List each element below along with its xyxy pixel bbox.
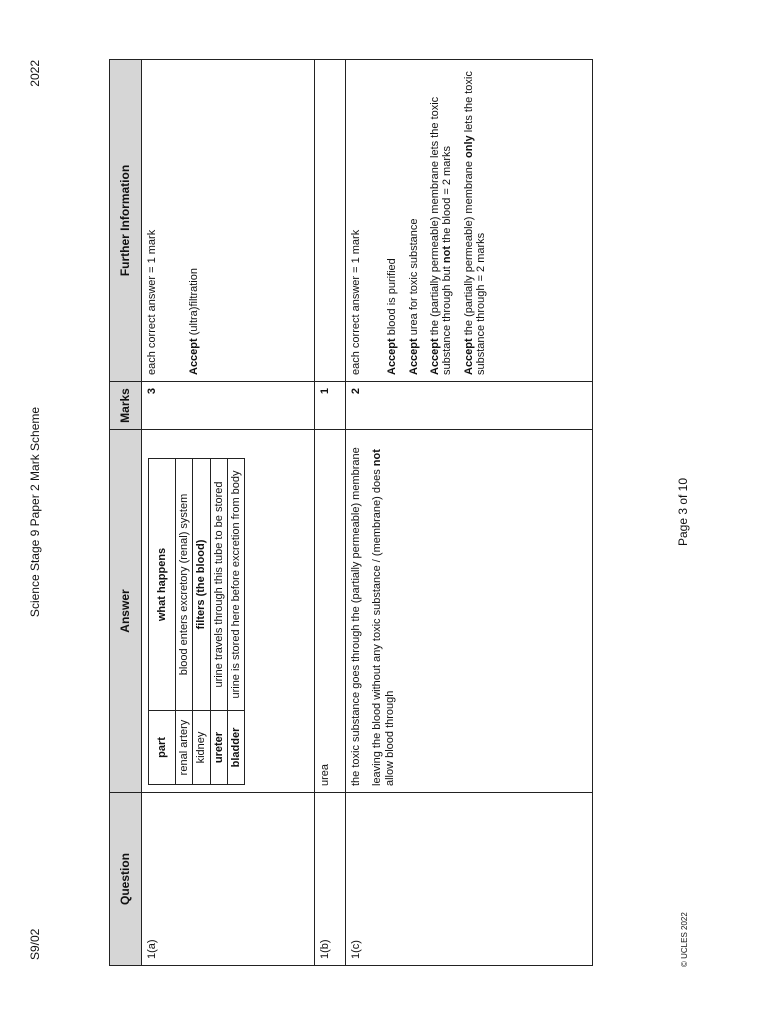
answer-cell	[346, 430, 593, 793]
parts-row	[176, 459, 193, 785]
table-row	[346, 60, 593, 966]
further-info-cell	[142, 60, 315, 382]
mark-scheme-table	[109, 59, 593, 966]
further-info-accept: Accept urea for toxic substance	[407, 218, 420, 375]
answer-cell	[142, 430, 315, 793]
header-further-information: Further Information	[110, 60, 142, 382]
part-name: kidney	[193, 711, 210, 785]
part-name: bladder	[227, 711, 244, 785]
further-info-accept: Accept blood is purified	[386, 258, 399, 375]
part-name: renal artery	[176, 711, 193, 785]
marks-value: 1	[315, 382, 346, 430]
further-info-cell	[315, 60, 346, 382]
parts-header-part: part	[149, 711, 176, 785]
parts-row	[227, 459, 244, 785]
part-what-happens: urine travels through this tube to be stored	[210, 459, 227, 711]
answer-text: urea	[315, 430, 346, 793]
further-info-cell	[346, 60, 593, 382]
further-info-line: each correct answer = 1 mark	[350, 229, 362, 375]
answer-paragraph: leaving the blood without any toxic substance / (membrane) does not allow blood through	[371, 449, 396, 786]
question-number: 1(b)	[315, 793, 346, 966]
part-name: ureter	[210, 711, 227, 785]
header-year: 2022	[28, 60, 42, 87]
parts-row	[193, 459, 210, 785]
question-number: 1(c)	[346, 793, 593, 966]
header-code: S9/02	[28, 928, 42, 960]
parts-row	[210, 459, 227, 785]
header-question: Question	[110, 793, 142, 966]
parts-header-what-happens: what happens	[149, 459, 176, 711]
marks-value: 2	[346, 382, 593, 430]
part-what-happens: urine is stored here before excretion from body	[227, 459, 244, 711]
table-row	[142, 60, 315, 966]
part-what-happens: blood enters excretory (renal) system	[176, 459, 193, 711]
table-header-row	[110, 60, 142, 966]
further-info-accept: Accept the (partially permeable) membrane lets the toxic substance through but not the blood = 2 marks	[428, 96, 454, 375]
question-number: 1(a)	[142, 793, 315, 966]
part-what-happens: filters (the blood)	[193, 459, 210, 711]
header-title: Science Stage 9 Paper 2 Mark Scheme	[28, 406, 42, 618]
page-number: Page 3 of 10	[676, 477, 690, 547]
header-marks: Marks	[110, 382, 142, 430]
further-info-accept: Accept (ultra)filtration	[188, 268, 201, 375]
table-row	[315, 60, 346, 966]
further-info-line: each correct answer = 1 mark	[146, 229, 158, 375]
copyright: © UCLES 2022	[680, 912, 689, 967]
further-info-accept: Accept the (partially permeable) membrane only lets the toxic substance through = 2 marks	[462, 71, 487, 375]
parts-table	[148, 458, 245, 785]
marks-value: 3	[142, 382, 315, 430]
header-answer: Answer	[110, 430, 142, 793]
answer-paragraph: the toxic substance goes through the (partially permeable) membrane	[350, 447, 362, 786]
